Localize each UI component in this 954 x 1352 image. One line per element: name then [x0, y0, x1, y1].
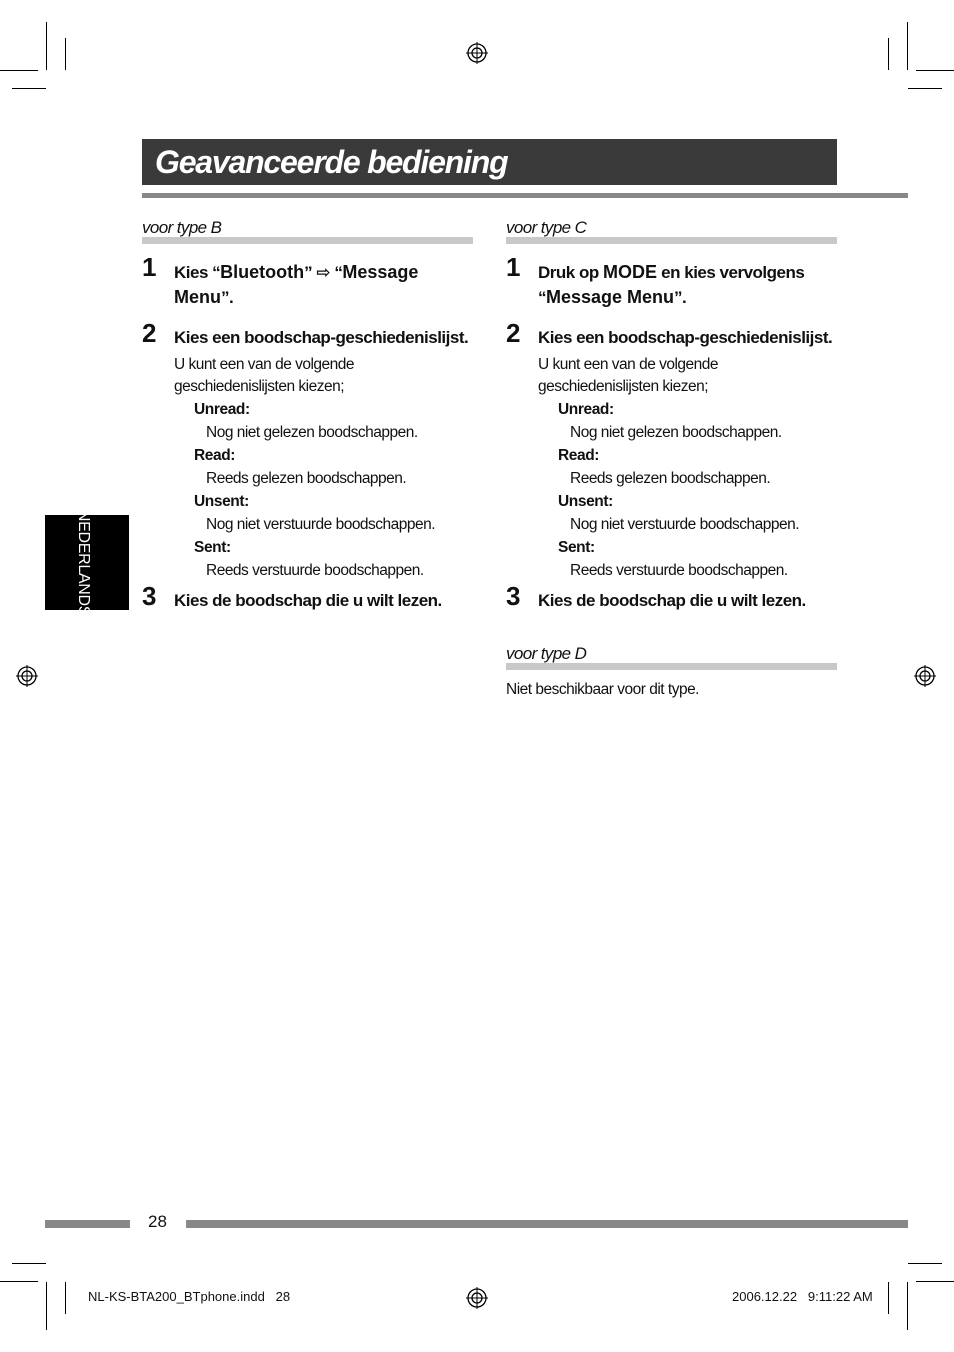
step-3: [142, 581, 473, 613]
step-description: U kunt een van de volgende geschiedenislijsten kiezen;: [174, 356, 355, 395]
step-number: 1: [142, 252, 157, 282]
key-label-message-menu: Message Menu: [174, 262, 419, 307]
crop-mark: [916, 70, 954, 71]
crop-mark: [46, 1282, 47, 1330]
list-text: Reeds gelezen boodschappen.: [206, 470, 407, 487]
crop-mark: [888, 38, 889, 70]
step-number: 1: [506, 252, 521, 282]
step-text: Kies de boodschap die u wilt lezen.: [174, 591, 442, 610]
page-title-bar: [142, 139, 837, 185]
step-text: Druk op: [538, 263, 603, 282]
type-d-note: Niet beschikbaar voor dit type.: [506, 681, 699, 698]
footer-bar: [186, 1220, 908, 1228]
page-number: 28: [148, 1212, 167, 1231]
page-title: Geavanceerde bediening: [155, 144, 508, 180]
step-1: [142, 252, 473, 310]
list-label-unread: Unread:: [558, 401, 614, 418]
crop-mark: [907, 1282, 908, 1330]
list-label-unread: Unread:: [194, 401, 250, 418]
step-3: [506, 581, 837, 613]
list-label-sent: Sent:: [558, 539, 595, 556]
registration-mark-icon: [466, 1287, 488, 1309]
list-text: Nog niet verstuurde boodschappen.: [206, 516, 436, 533]
language-tab: [45, 509, 129, 617]
crop-mark: [0, 1281, 38, 1282]
file-slug: NL-KS-BTA200_BTphone.indd 28: [88, 1289, 291, 1304]
section-rule: [142, 237, 473, 244]
right-column: [506, 218, 837, 701]
step-1: [506, 252, 837, 310]
step-text: ” ⇨ “: [304, 263, 343, 282]
crop-mark: [0, 70, 38, 71]
registration-mark-icon: [466, 42, 488, 64]
step-number: 3: [506, 581, 521, 611]
crop-mark: [916, 1281, 954, 1282]
section-heading-type-b: voor type B: [142, 218, 222, 237]
step-2: [506, 318, 837, 350]
crop-mark: [907, 22, 908, 70]
key-label-mode: MODE: [602, 262, 657, 282]
section-rule: [506, 663, 837, 670]
list-text: Nog niet gelezen boodschappen.: [570, 424, 782, 441]
section-heading-type-c: voor type C: [506, 218, 587, 237]
list-label-read: Read:: [558, 447, 600, 464]
title-rule: [142, 193, 908, 198]
section-heading-type-d: voor type D: [506, 644, 587, 663]
step-number: 2: [506, 318, 521, 348]
step-text: ”.: [221, 288, 234, 307]
crop-mark: [908, 1263, 942, 1264]
step-2: [142, 318, 473, 350]
step-text: en kies vervolgens “: [538, 263, 805, 307]
step-number: 3: [142, 581, 157, 611]
crop-mark: [888, 1282, 889, 1314]
step-text: ”.: [674, 288, 687, 307]
step-text: Kies een boodschap-geschiedenislijst.: [538, 328, 833, 347]
registration-mark-icon: [914, 665, 936, 687]
step-description: U kunt een van de volgende geschiedenislijsten kiezen;: [538, 356, 719, 395]
step-text: Kies “: [174, 263, 221, 282]
crop-mark: [65, 1282, 66, 1314]
list-text: Nog niet verstuurde boodschappen.: [570, 516, 800, 533]
footer-bar: [45, 1220, 130, 1228]
list-text: Reeds verstuurde boodschappen.: [570, 562, 788, 579]
section-rule: [506, 237, 837, 244]
list-text: Nog niet gelezen boodschappen.: [206, 424, 418, 441]
crop-mark: [12, 1263, 46, 1264]
key-label-bluetooth: Bluetooth: [220, 262, 305, 282]
crop-mark: [65, 38, 66, 70]
list-label-unsent: Unsent:: [558, 493, 613, 510]
registration-mark-icon: [16, 665, 38, 687]
crop-mark: [908, 88, 942, 89]
list-text: Reeds verstuurde boodschappen.: [206, 562, 424, 579]
key-label-message-menu: Message Menu: [546, 287, 675, 307]
print-timestamp: 2006.12.22 9:11:22 AM: [732, 1289, 873, 1304]
step-text: Kies de boodschap die u wilt lezen.: [538, 591, 806, 610]
list-label-sent: Sent:: [194, 539, 231, 556]
list-label-unsent: Unsent:: [194, 493, 249, 510]
crop-mark: [12, 88, 46, 89]
crop-mark: [46, 22, 47, 70]
list-label-read: Read:: [194, 447, 236, 464]
left-column: [142, 218, 473, 613]
list-text: Reeds gelezen boodschappen.: [570, 470, 771, 487]
step-text: Kies een boodschap-geschiedenislijst.: [174, 328, 469, 347]
language-tab-label: NEDERLANDS: [75, 509, 92, 617]
step-number: 2: [142, 318, 157, 348]
